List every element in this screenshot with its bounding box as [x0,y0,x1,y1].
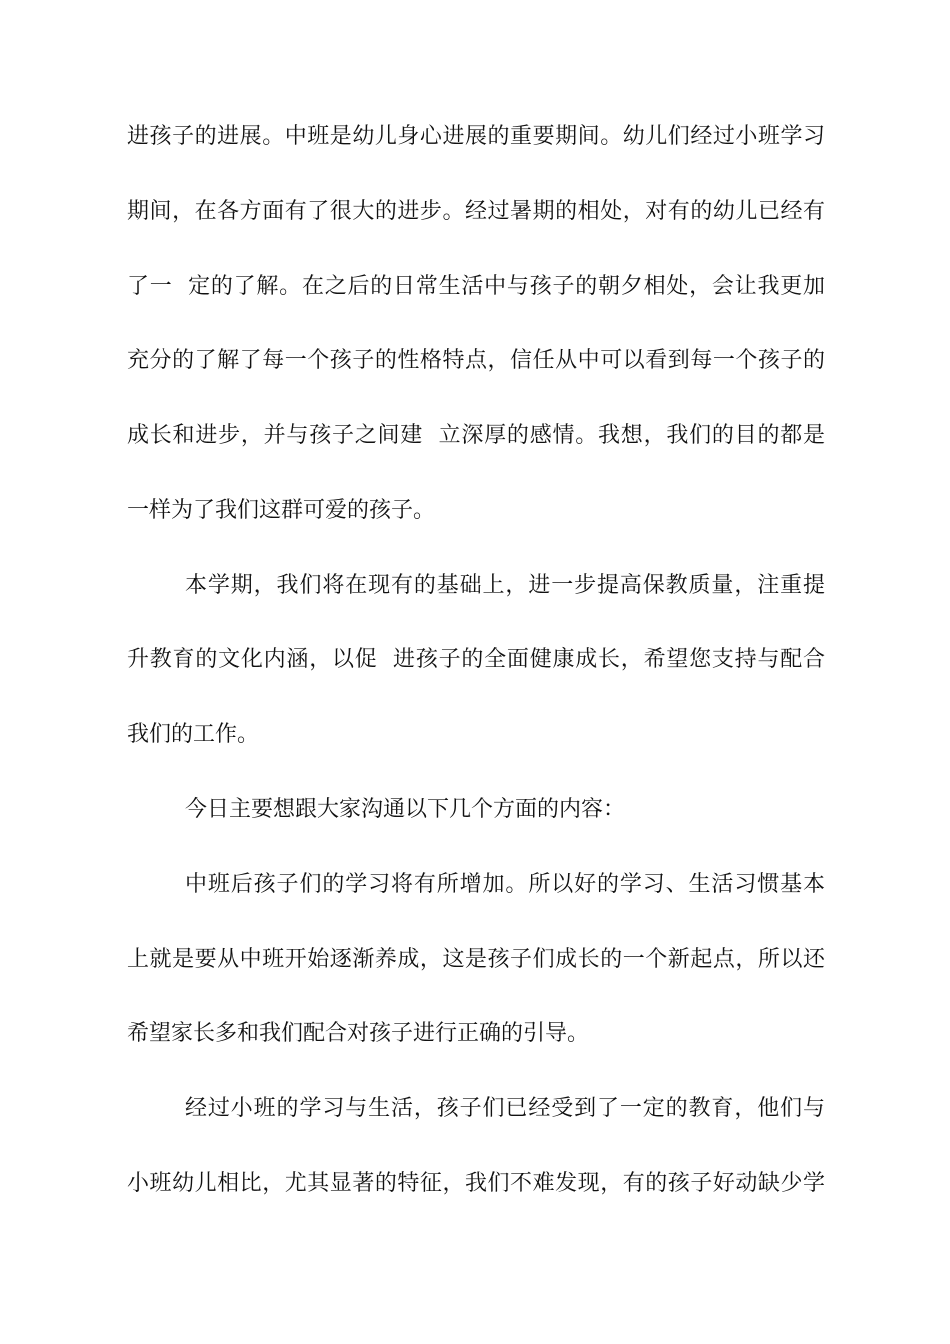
text-line: 期间，在各方面有了很大的进步。经过暑期的相处，对有的幼儿已经有 [127,198,825,224]
line-gap [127,1202,825,1239]
line-gap [127,455,825,492]
line-gap [127,305,825,342]
line-gap [127,679,825,716]
text-line: 了一 定的了解。在之后的日常生活中与孩子的朝夕相处，会让我更加 [127,273,825,299]
text-line: 一样为了我们这群可爱的孩子。 [127,497,436,523]
line-gap [127,529,825,566]
paragraph [127,1090,825,1240]
line-gap [127,230,825,267]
line-gap [127,155,825,192]
line-gap [127,1053,825,1090]
text-line: 经过小班的学习与生活，孩子们已经受到了一定的教育，他们与 [185,1096,825,1122]
text-line: 升教育的文化内涵，以促 进孩子的全面健康成长，希望您支持与配合 [127,647,825,673]
text-line: 我们的工作。 [127,722,260,748]
text-line: 进孩子的进展。中班是幼儿身心进展的重要期间。幼儿们经过小班学习 [127,124,825,149]
line-gap [127,978,825,1015]
line-gap [127,754,825,791]
document-body [127,118,825,1240]
line-gap [127,604,825,641]
text-line: 希望家长多和我们配合对孩子进行正确的引导。 [127,1021,590,1047]
text-line: 中班后孩子们的学习将有所增加。所以好的学习、生活习惯基本 [185,871,825,897]
text-line: 本学期，我们将在现有的基础上，进一步提高保教质量，注重提 [185,572,825,598]
text-line: 充分的了解了每一个孩子的性格特点，信任从中可以看到每一个孩子的 [127,348,825,374]
text-line: 今日主要想跟大家沟通以下几个方面的内容： [185,797,626,823]
paragraph [127,791,825,866]
text-line: 成长和进步，并与孩子之间建 立深厚的感情。我想，我们的目的都是 [127,423,825,449]
line-gap [127,1128,825,1165]
paragraph [127,567,825,791]
paragraph [127,866,825,1090]
line-gap [127,380,825,417]
text-line: 上就是要从中班开始逐渐养成，这是孩子们成长的一个新起点，所以还 [127,946,825,972]
paragraph [127,118,825,567]
line-gap [127,828,825,865]
line-gap [127,903,825,940]
text-line: 小班幼儿相比，尤其显著的特征，我们不难发现，有的孩子好动缺少学 [127,1170,825,1196]
